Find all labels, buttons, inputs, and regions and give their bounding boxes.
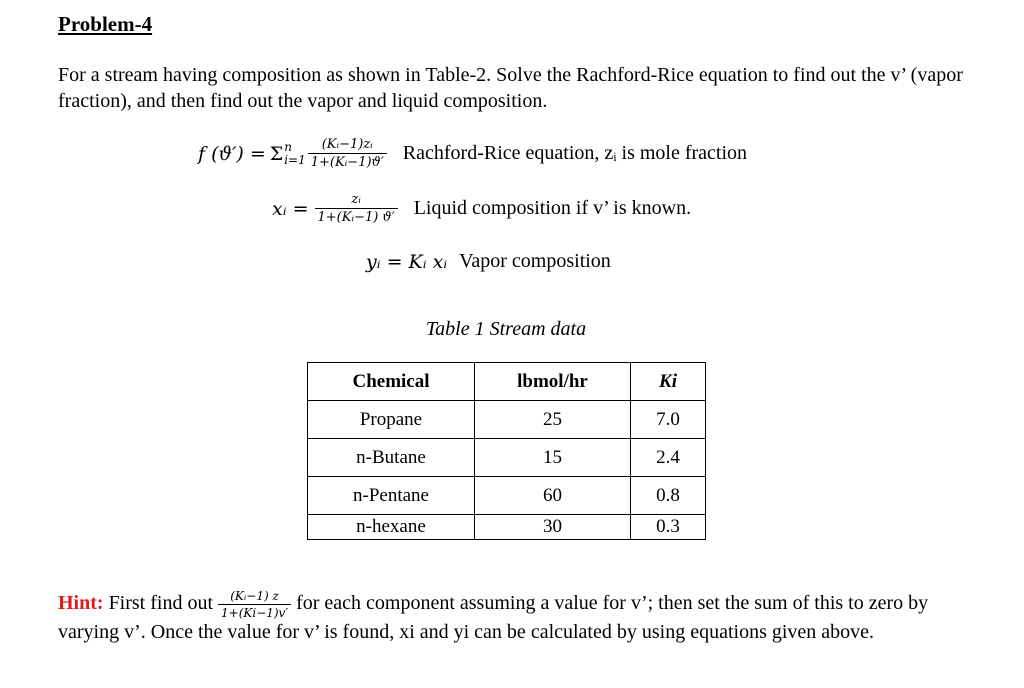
liquid-description: Liquid composition if v’ is known. bbox=[413, 197, 692, 219]
hint-paragraph bbox=[58, 590, 963, 645]
cell-ki: 0.3 bbox=[631, 515, 706, 540]
table-row bbox=[308, 401, 706, 439]
vapor-expression: yᵢ = Kᵢ xᵢ bbox=[366, 250, 448, 273]
cell-flow: 25 bbox=[475, 401, 631, 439]
cell-flow: 15 bbox=[475, 439, 631, 477]
header-flow: lbmol/hr bbox=[475, 363, 631, 401]
liquid-denominator: 1+(Kᵢ−1) ϑ′ bbox=[317, 210, 395, 225]
table-caption: Table 1 Stream data bbox=[425, 318, 587, 340]
problem-title: Problem-4 bbox=[58, 12, 153, 36]
cell-ki: 0.8 bbox=[631, 477, 706, 515]
summation-symbol bbox=[266, 141, 306, 167]
stream-data-table bbox=[307, 362, 706, 540]
vapor-description: Vapor composition bbox=[459, 250, 611, 272]
sigma: Σ bbox=[269, 142, 284, 165]
cell-flow: 30 bbox=[475, 515, 631, 540]
cell-chemical: Propane bbox=[308, 401, 475, 439]
problem-statement: For a stream having composition as shown in Table-2. Solve the Rachford-Rice equation to find out the v’ (vapor fraction), and then find out the vapor and liquid composition. bbox=[58, 64, 963, 112]
liquid-fraction bbox=[315, 193, 398, 224]
table-row bbox=[308, 515, 706, 540]
hint-label: Hint: bbox=[58, 592, 104, 615]
cell-chemical: n-Pentane bbox=[308, 477, 475, 515]
hint-text-after: for each component assuming a value for v’; then set the sum of this to zero by varying v’. Once the value for v’ is found, xi and yi can be calculated by using equations given above. bbox=[58, 592, 929, 643]
rr-lhs: f (ϑ′) = bbox=[198, 142, 266, 165]
cell-chemical: n-Butane bbox=[308, 439, 475, 477]
header-chemical: Chemical bbox=[308, 363, 475, 401]
table-row bbox=[308, 477, 706, 515]
hint-text-before: First find out bbox=[103, 592, 219, 615]
sum-upper-limit: n bbox=[284, 139, 292, 154]
cell-ki: 7.0 bbox=[631, 401, 706, 439]
rr-fraction bbox=[308, 138, 387, 169]
table-header-row bbox=[308, 363, 706, 401]
liquid-composition-equation bbox=[272, 193, 691, 224]
liquid-numerator: zᵢ bbox=[315, 193, 398, 209]
hint-numerator: (Kᵢ−1) z bbox=[218, 590, 291, 605]
header-ki: Ki bbox=[631, 363, 706, 401]
rr-denominator: 1+(Kᵢ−1)ϑ′ bbox=[310, 155, 384, 170]
liquid-lhs: xᵢ = bbox=[272, 197, 309, 220]
hint-fraction bbox=[218, 590, 291, 619]
rr-numerator: (Kᵢ−1)zᵢ bbox=[308, 138, 387, 154]
rr-description: Rachford-Rice equation, zᵢ is mole fraction bbox=[402, 142, 748, 164]
cell-ki: 2.4 bbox=[631, 439, 706, 477]
rachford-rice-equation bbox=[198, 138, 747, 169]
cell-chemical: n-hexane bbox=[308, 515, 475, 540]
vapor-composition-equation bbox=[366, 250, 611, 273]
hint-denominator: 1+(Ki−1)v′ bbox=[221, 606, 289, 620]
sum-lower-limit: i=1 bbox=[284, 152, 306, 167]
table-row bbox=[308, 439, 706, 477]
cell-flow: 60 bbox=[475, 477, 631, 515]
